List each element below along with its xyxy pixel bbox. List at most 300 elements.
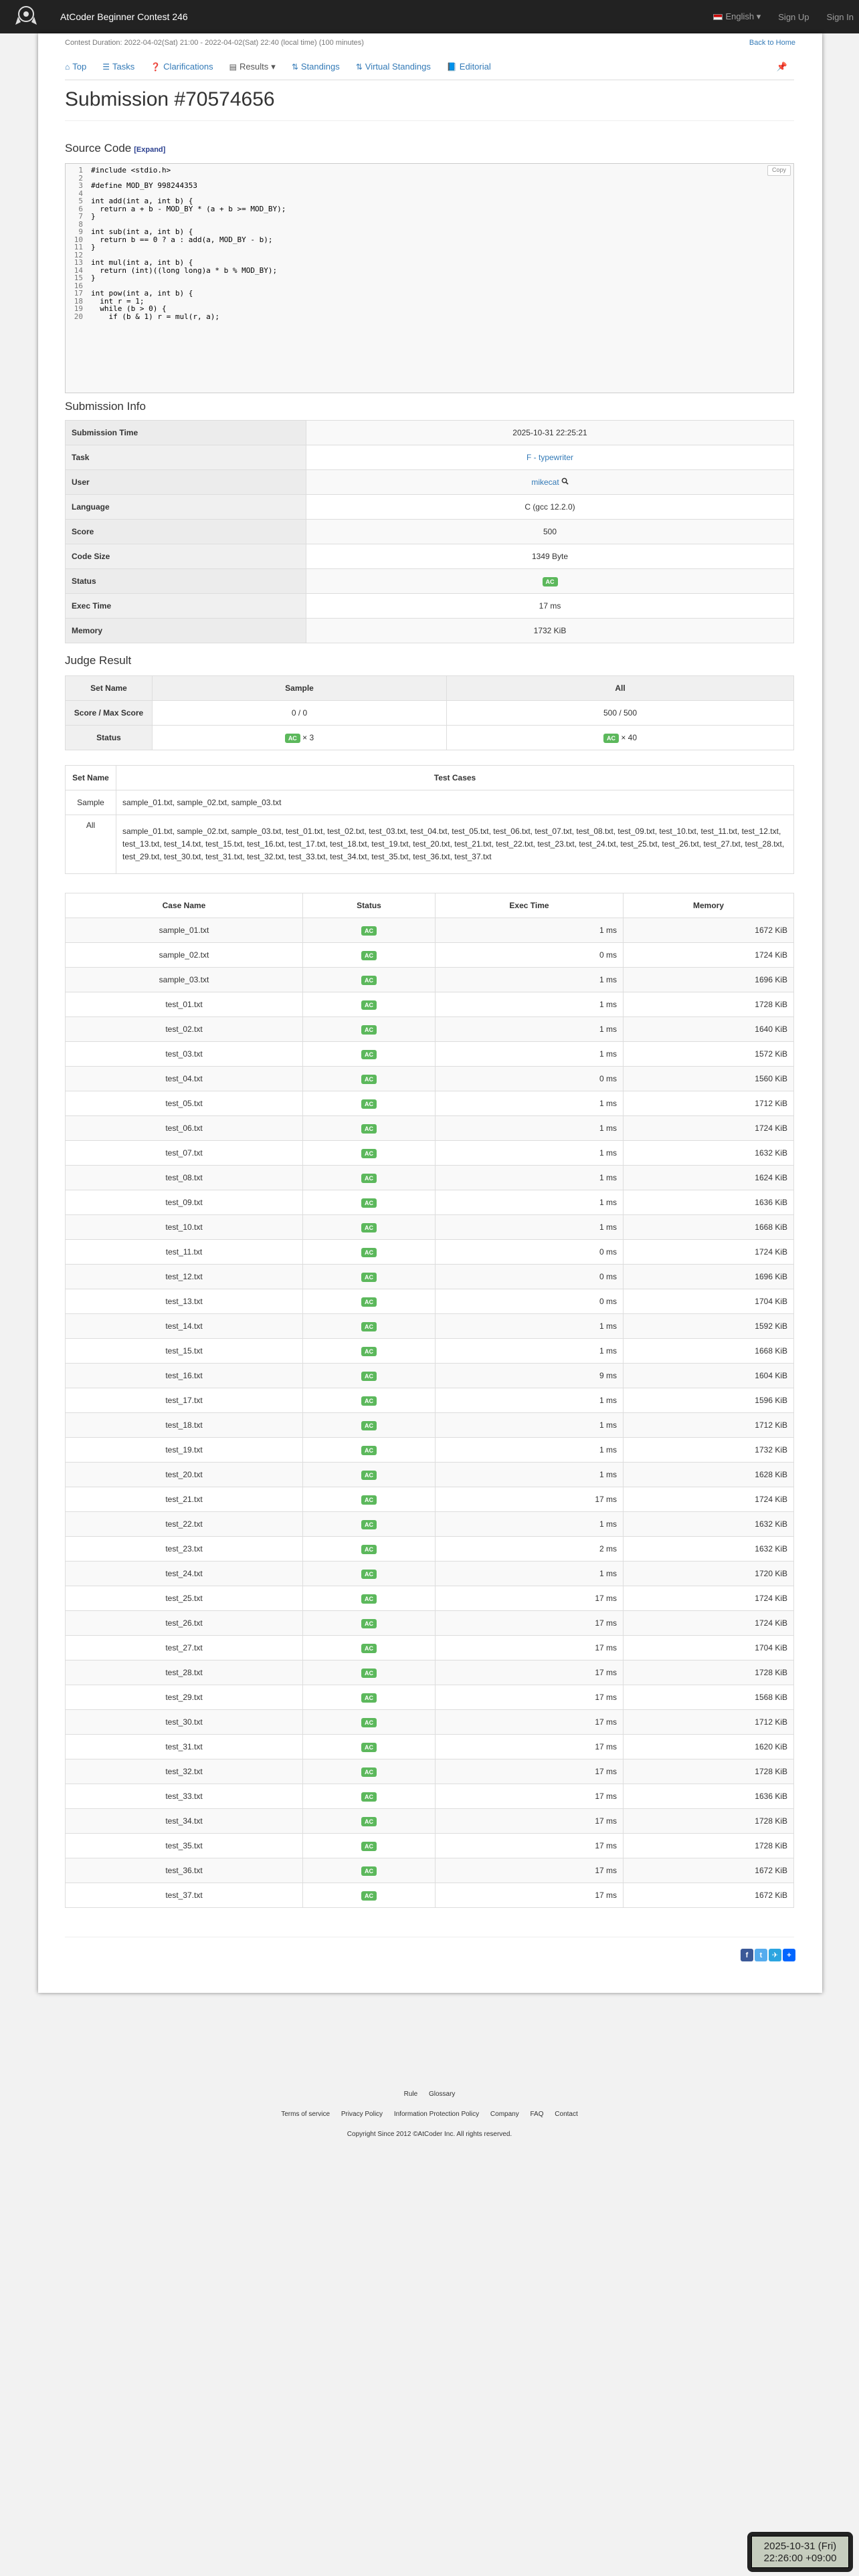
tab-standings[interactable] <box>292 62 340 72</box>
case-name: test_02.txt <box>66 1017 303 1042</box>
footer-row-2 <box>0 2111 859 2118</box>
judge-result-heading: Judge Result <box>65 654 132 667</box>
ac-badge: AC <box>361 1767 377 1777</box>
case-exec-time: 1 ms <box>436 1562 624 1586</box>
exec-time-header: Exec Time <box>436 893 624 918</box>
code-line: } <box>91 274 96 282</box>
footer-link-privacy[interactable]: Privacy Policy <box>341 2111 383 2118</box>
ac-badge: AC <box>361 1866 377 1876</box>
case-status <box>303 1240 436 1265</box>
case-row <box>66 1364 794 1388</box>
case-exec-time: 1 ms <box>436 1116 624 1141</box>
code-line: return (int)((long long)a * b % MOD_BY); <box>91 265 278 275</box>
ac-badge: AC <box>361 1545 377 1554</box>
code-line: #include <stdio.h> <box>91 166 171 175</box>
test-sets-table <box>65 765 794 874</box>
case-memory: 1728 KiB <box>624 1759 794 1784</box>
case-row <box>66 1685 794 1710</box>
tab-results[interactable] <box>229 62 276 72</box>
status-label: Status <box>66 726 153 750</box>
case-row <box>66 1240 794 1265</box>
ac-badge: AC <box>361 951 377 960</box>
set-cases: sample_01.txt, sample_02.txt, sample_03.txt, test_01.txt, test_02.txt, test_03.txt, test_04.txt, test_05.txt, test_06.txt, test_07.txt, test_08.txt, test_09.txt, test_10.txt, test_11.txt, test_12.txt, test_13.txt, test_14.txt, test_15.txt, test_16.txt, test_17.txt, test_18.txt, test_19.txt, test_20.txt, test_21.txt, test_22.txt, test_23.txt, test_24.txt, test_25.txt, test_26.txt, test_27.txt, test_28.txt, test_29.txt, test_30.txt, test_31.txt, test_32.txt, test_33.txt, test_34.txt, test_35.txt, test_36.txt, test_37.txt <box>116 815 794 874</box>
case-memory: 1572 KiB <box>624 1042 794 1067</box>
info-value: 17 ms <box>306 594 794 619</box>
line-number: 17 <box>74 289 83 298</box>
info-row <box>66 421 794 445</box>
case-row <box>66 1660 794 1685</box>
case-status <box>303 1215 436 1240</box>
ac-badge: AC <box>361 1792 377 1802</box>
case-memory: 1560 KiB <box>624 1067 794 1091</box>
case-memory: 1632 KiB <box>624 1537 794 1562</box>
sort-icon: ⇅ <box>355 62 363 72</box>
case-memory: 1732 KiB <box>624 1438 794 1463</box>
ac-badge: AC <box>361 1124 377 1134</box>
case-exec-time: 9 ms <box>436 1364 624 1388</box>
tab-top[interactable] <box>65 62 86 72</box>
code-line: return b == 0 ? a : add(a, MOD_BY - b); <box>91 235 273 244</box>
back-to-home-link[interactable]: Back to Home <box>749 39 795 47</box>
case-status <box>303 1735 436 1759</box>
case-status <box>303 1512 436 1537</box>
case-name: test_15.txt <box>66 1339 303 1364</box>
case-exec-time: 1 ms <box>436 992 624 1017</box>
share-more-icon[interactable]: + <box>783 1949 795 1961</box>
submission-info-table <box>65 420 794 643</box>
source-code-heading <box>65 142 165 155</box>
case-name: test_21.txt <box>66 1487 303 1512</box>
ac-badge: AC <box>361 1322 377 1331</box>
case-memory: 1672 KiB <box>624 1883 794 1908</box>
case-name: test_22.txt <box>66 1512 303 1537</box>
case-exec-time: 17 ms <box>436 1883 624 1908</box>
case-memory: 1636 KiB <box>624 1190 794 1215</box>
case-memory: 1704 KiB <box>624 1636 794 1660</box>
case-header-row <box>66 893 794 918</box>
case-name: test_13.txt <box>66 1289 303 1314</box>
case-exec-time: 1 ms <box>436 1091 624 1116</box>
ac-badge: AC <box>361 1817 377 1826</box>
task-link[interactable]: F - typewriter <box>526 453 573 462</box>
info-label: Status <box>66 569 306 594</box>
case-exec-time: 2 ms <box>436 1537 624 1562</box>
twitter-icon[interactable]: t <box>755 1949 767 1961</box>
case-row <box>66 943 794 968</box>
case-row <box>66 1215 794 1240</box>
facebook-icon[interactable]: f <box>741 1949 753 1961</box>
case-name: sample_02.txt <box>66 943 303 968</box>
case-status <box>303 1685 436 1710</box>
pin-icon[interactable]: 📌 <box>776 62 787 72</box>
case-memory: 1596 KiB <box>624 1388 794 1413</box>
line-number: 3 <box>78 181 83 190</box>
caret-down-icon: ▾ <box>271 61 276 72</box>
line-number-gutter <box>66 167 84 320</box>
case-exec-time: 17 ms <box>436 1834 624 1858</box>
search-icon[interactable] <box>561 477 569 487</box>
case-name: test_32.txt <box>66 1759 303 1784</box>
case-row <box>66 1710 794 1735</box>
case-name: test_28.txt <box>66 1660 303 1685</box>
ac-badge: AC <box>361 1644 377 1653</box>
tab-tasks[interactable] <box>102 62 134 72</box>
judge-header-row <box>66 676 794 701</box>
main-panel <box>38 33 822 1993</box>
case-memory: 1668 KiB <box>624 1215 794 1240</box>
book-icon: 📘 <box>446 62 457 72</box>
case-name: test_17.txt <box>66 1388 303 1413</box>
case-memory: 1720 KiB <box>624 1562 794 1586</box>
case-row <box>66 1537 794 1562</box>
case-exec-time: 1 ms <box>436 1388 624 1413</box>
case-row <box>66 1858 794 1883</box>
heading-text: Source Code <box>65 142 132 154</box>
case-name: test_37.txt <box>66 1883 303 1908</box>
test-set-row <box>66 790 794 815</box>
case-memory: 1636 KiB <box>624 1784 794 1809</box>
info-row <box>66 495 794 520</box>
case-exec-time: 0 ms <box>436 1265 624 1289</box>
case-status <box>303 1809 436 1834</box>
code-line: while (b > 0) { <box>91 304 167 313</box>
case-row <box>66 1809 794 1834</box>
case-name: test_06.txt <box>66 1116 303 1141</box>
info-value <box>306 569 794 594</box>
clock-time: 22:26:00 +09:00 <box>763 2553 837 2564</box>
case-name: test_12.txt <box>66 1265 303 1289</box>
ac-badge: AC <box>361 1248 377 1257</box>
line-number: 12 <box>74 250 83 259</box>
case-status <box>303 1636 436 1660</box>
case-row <box>66 1834 794 1858</box>
ac-badge: AC <box>361 1520 377 1529</box>
contest-tabs <box>65 53 794 80</box>
case-name: test_18.txt <box>66 1413 303 1438</box>
ac-badge: AC <box>361 1693 377 1703</box>
ac-badge: AC <box>285 734 300 743</box>
case-status <box>303 943 436 968</box>
case-row <box>66 1438 794 1463</box>
case-exec-time: 1 ms <box>436 1463 624 1487</box>
case-name: test_11.txt <box>66 1240 303 1265</box>
code-line: #define MOD_BY 998244353 <box>91 181 197 190</box>
atcoder-logo[interactable] <box>9 0 43 33</box>
tab-label: Results <box>239 62 269 72</box>
code-line: if (b & 1) r = mul(r, a); <box>91 312 220 321</box>
case-exec-time: 1 ms <box>436 1166 624 1190</box>
score-sample: 0 / 0 <box>153 701 447 726</box>
case-exec-time: 1 ms <box>436 1413 624 1438</box>
line-number: 11 <box>74 243 83 251</box>
case-status <box>303 1562 436 1586</box>
case-status <box>303 1883 436 1908</box>
case-status <box>303 1611 436 1636</box>
copyright: Copyright Since 2012 ©AtCoder Inc. All rights reserved. <box>347 2131 512 2138</box>
language-dropdown[interactable]: English ▾ <box>713 11 761 22</box>
tab-virtual-standings[interactable] <box>356 62 431 72</box>
set-name-header: Set Name <box>66 676 153 701</box>
case-memory: 1724 KiB <box>624 1487 794 1512</box>
ac-badge: AC <box>361 1372 377 1381</box>
case-row <box>66 1289 794 1314</box>
expand-link[interactable]: [Expand] <box>134 146 166 154</box>
case-exec-time: 1 ms <box>436 1042 624 1067</box>
case-exec-time: 17 ms <box>436 1858 624 1883</box>
ac-badge: AC <box>361 1743 377 1752</box>
clock-date: 2025-10-31 (Fri) <box>763 2541 837 2552</box>
case-row <box>66 968 794 992</box>
divider <box>65 120 794 121</box>
case-name: test_01.txt <box>66 992 303 1017</box>
ac-badge: AC <box>361 1396 377 1406</box>
case-exec-time: 1 ms <box>436 1314 624 1339</box>
case-memory: 1724 KiB <box>624 1240 794 1265</box>
case-exec-time: 17 ms <box>436 1611 624 1636</box>
case-memory: 1672 KiB <box>624 918 794 943</box>
info-row <box>66 594 794 619</box>
case-row <box>66 1388 794 1413</box>
case-name: test_19.txt <box>66 1438 303 1463</box>
user-link[interactable]: mikecat <box>531 477 559 487</box>
case-row <box>66 1166 794 1190</box>
ac-badge: AC <box>361 1669 377 1678</box>
sign-up-link[interactable]: Sign Up <box>778 11 809 22</box>
case-status <box>303 1784 436 1809</box>
case-memory: 1628 KiB <box>624 1463 794 1487</box>
case-name: test_09.txt <box>66 1190 303 1215</box>
status-header: Status <box>303 893 436 918</box>
sort-icon: ⇅ <box>291 62 298 72</box>
case-status <box>303 1265 436 1289</box>
judge-result-table <box>65 675 794 750</box>
line-number: 2 <box>78 173 83 183</box>
test-sets-header <box>66 766 794 790</box>
case-memory: 1728 KiB <box>624 1809 794 1834</box>
case-status <box>303 1141 436 1166</box>
case-memory: 1632 KiB <box>624 1512 794 1537</box>
code-line: } <box>91 243 96 251</box>
case-status <box>303 1116 436 1141</box>
case-status <box>303 1067 436 1091</box>
case-name: test_26.txt <box>66 1611 303 1636</box>
case-status <box>303 1364 436 1388</box>
line-number: 19 <box>74 304 83 313</box>
ac-badge: AC <box>361 1421 377 1430</box>
case-status <box>303 1042 436 1067</box>
footer-link-faq[interactable]: FAQ <box>530 2111 544 2118</box>
case-memory: 1604 KiB <box>624 1364 794 1388</box>
case-name: test_25.txt <box>66 1586 303 1611</box>
atcoder-logo-icon <box>11 2 41 31</box>
case-exec-time: 1 ms <box>436 1512 624 1537</box>
case-memory: 1712 KiB <box>624 1091 794 1116</box>
case-exec-time: 17 ms <box>436 1660 624 1685</box>
sign-in-link[interactable]: Sign In <box>826 11 854 22</box>
case-exec-time: 1 ms <box>436 1017 624 1042</box>
case-name: test_24.txt <box>66 1562 303 1586</box>
line-number: 4 <box>78 189 83 198</box>
case-name: test_07.txt <box>66 1141 303 1166</box>
case-exec-time: 1 ms <box>436 918 624 943</box>
footer-link-terms[interactable]: Terms of service <box>281 2111 330 2118</box>
info-row <box>66 569 794 594</box>
case-exec-time: 17 ms <box>436 1735 624 1759</box>
footer-link-info-protection[interactable]: Information Protection Policy <box>393 2111 480 2118</box>
ac-badge: AC <box>361 1446 377 1455</box>
case-name: test_23.txt <box>66 1537 303 1562</box>
case-memory: 1724 KiB <box>624 1116 794 1141</box>
case-status <box>303 1413 436 1438</box>
case-row <box>66 1017 794 1042</box>
share-buttons <box>741 1949 795 1961</box>
ac-badge: AC <box>361 1718 377 1727</box>
case-row <box>66 1091 794 1116</box>
case-name: test_29.txt <box>66 1685 303 1710</box>
case-status <box>303 1834 436 1858</box>
ac-badge: AC <box>361 1025 377 1035</box>
ac-badge: AC <box>361 1223 377 1232</box>
case-row <box>66 1636 794 1660</box>
case-memory: 1728 KiB <box>624 1834 794 1858</box>
case-row <box>66 1883 794 1908</box>
ac-badge: AC <box>361 1297 377 1307</box>
case-row <box>66 1141 794 1166</box>
set-name: Sample <box>66 790 116 815</box>
set-name: All <box>66 815 116 874</box>
copy-button[interactable]: Copy <box>767 165 791 176</box>
status-count: × 3 <box>302 732 314 742</box>
info-label: User <box>66 470 306 495</box>
code-line: int pow(int a, int b) { <box>91 289 193 298</box>
test-set-row <box>66 815 794 874</box>
contest-brand[interactable]: AtCoder Beginner Contest 246 <box>60 11 188 22</box>
info-value <box>306 445 794 470</box>
case-status <box>303 1710 436 1735</box>
case-name: test_04.txt <box>66 1067 303 1091</box>
memory-header: Memory <box>624 893 794 918</box>
case-row <box>66 1463 794 1487</box>
info-label: Task <box>66 445 306 470</box>
case-row <box>66 1759 794 1784</box>
ac-badge: AC <box>361 1471 377 1480</box>
case-row <box>66 918 794 943</box>
case-memory: 1620 KiB <box>624 1735 794 1759</box>
case-row <box>66 1784 794 1809</box>
case-memory: 1728 KiB <box>624 992 794 1017</box>
score-label: Score / Max Score <box>66 701 153 726</box>
case-status <box>303 1190 436 1215</box>
line-number: 8 <box>78 219 83 229</box>
case-memory: 1672 KiB <box>624 1858 794 1883</box>
case-row <box>66 1339 794 1364</box>
tab-editorial[interactable] <box>447 62 491 72</box>
case-memory: 1696 KiB <box>624 968 794 992</box>
case-name: test_30.txt <box>66 1710 303 1735</box>
case-status <box>303 1537 436 1562</box>
code-lines <box>91 167 286 320</box>
tab-label: Clarifications <box>163 62 213 72</box>
line-number: 13 <box>74 258 83 267</box>
case-exec-time: 1 ms <box>436 1215 624 1240</box>
case-memory: 1724 KiB <box>624 1611 794 1636</box>
case-name: sample_03.txt <box>66 968 303 992</box>
case-exec-time: 17 ms <box>436 1809 624 1834</box>
case-name: test_31.txt <box>66 1735 303 1759</box>
case-results-table <box>65 893 794 1908</box>
case-name: sample_01.txt <box>66 918 303 943</box>
case-row <box>66 1314 794 1339</box>
case-memory: 1640 KiB <box>624 1017 794 1042</box>
score-all: 500 / 500 <box>447 701 794 726</box>
info-label: Memory <box>66 619 306 643</box>
footer-link-glossary[interactable]: Glossary <box>428 2090 456 2098</box>
line-number: 1 <box>78 166 83 175</box>
case-status <box>303 1858 436 1883</box>
case-row <box>66 1265 794 1289</box>
code-line: int mul(int a, int b) { <box>91 258 193 267</box>
case-row <box>66 1190 794 1215</box>
case-row <box>66 1735 794 1759</box>
ac-badge: AC <box>361 1347 377 1356</box>
case-name: test_03.txt <box>66 1042 303 1067</box>
case-name: test_16.txt <box>66 1364 303 1388</box>
case-status <box>303 918 436 943</box>
set-cases: sample_01.txt, sample_02.txt, sample_03.txt <box>116 790 794 815</box>
ac-badge: AC <box>603 734 619 743</box>
line-number: 18 <box>74 296 83 306</box>
footer-link-rule[interactable]: Rule <box>403 2090 418 2098</box>
code-line: int r = 1; <box>91 296 145 306</box>
info-row <box>66 445 794 470</box>
tab-clarifications[interactable] <box>151 62 213 72</box>
case-row <box>66 1562 794 1586</box>
case-name: test_10.txt <box>66 1215 303 1240</box>
line-number: 20 <box>74 312 83 321</box>
ac-badge: AC <box>361 976 377 985</box>
question-icon: ❓ <box>151 62 161 72</box>
case-memory: 1704 KiB <box>624 1289 794 1314</box>
footer-row-1 <box>0 2090 859 2098</box>
code-line: } <box>91 212 96 221</box>
contest-duration: Contest Duration: 2022-04-02(Sat) 21:00 - 2022-04-02(Sat) 22:40 (local time) (100 minutes) <box>65 39 364 47</box>
case-name: test_14.txt <box>66 1314 303 1339</box>
case-memory: 1632 KiB <box>624 1141 794 1166</box>
footer-link-contact[interactable]: Contact <box>555 2111 578 2118</box>
status-count: × 40 <box>621 732 638 742</box>
line-number: 16 <box>74 281 83 290</box>
case-name: test_34.txt <box>66 1809 303 1834</box>
telegram-icon[interactable]: ✈ <box>769 1949 781 1961</box>
case-status <box>303 1166 436 1190</box>
code-line: return a + b - MOD_BY * (a + b >= MOD_BY); <box>91 204 286 213</box>
ac-badge: AC <box>361 1594 377 1604</box>
footer-link-company[interactable]: Company <box>490 2111 519 2118</box>
ac-badge: AC <box>543 577 558 586</box>
case-exec-time: 17 ms <box>436 1685 624 1710</box>
case-status <box>303 1339 436 1364</box>
ac-badge: AC <box>361 1000 377 1010</box>
source-code-box[interactable] <box>65 163 794 393</box>
case-name: test_05.txt <box>66 1091 303 1116</box>
case-exec-time: 0 ms <box>436 1240 624 1265</box>
ac-badge: AC <box>361 1891 377 1901</box>
case-status <box>303 1017 436 1042</box>
ac-badge: AC <box>361 1099 377 1109</box>
line-number: 14 <box>74 265 83 275</box>
info-label: Score <box>66 520 306 544</box>
case-status <box>303 1388 436 1413</box>
